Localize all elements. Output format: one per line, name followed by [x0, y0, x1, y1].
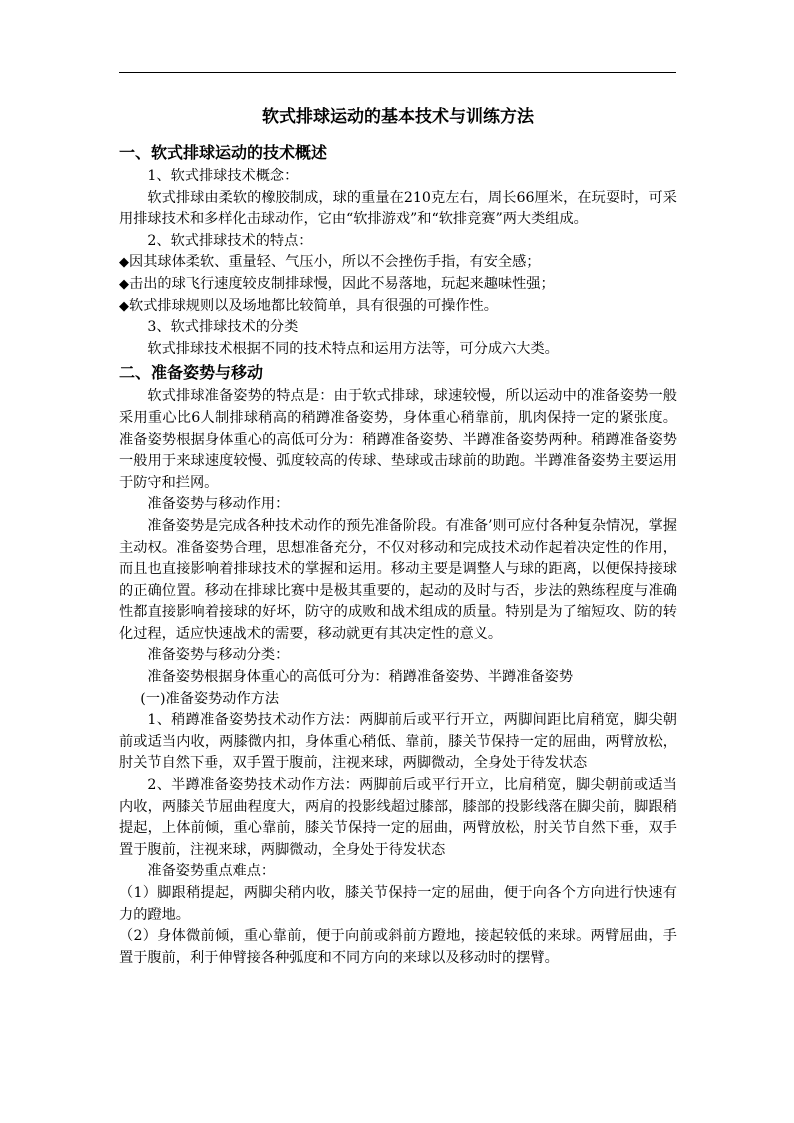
- paragraph: 软式排球准备姿势的特点是：由于软式排球，球速较慢，所以运动中的准备姿势一般采用重心比6人制排球稍高的稍蹲准备姿势，身体重心稍靠前，肌肉保持一定的紧张度。准备姿势根据身体重心的高低可分为：稍蹲准备姿势、半蹲准备姿势两种。稍蹲准备姿势一般用于来球速度较慢、弧度较高的传球、垫球或击球前的助跑。半蹲准备姿势主要运用于防守和拦网。: [119, 388, 677, 491]
- paragraph: 1、软式排球技术概念：: [147, 168, 299, 184]
- diamond-bullet-icon: ◆: [119, 276, 129, 292]
- numbered-item: （1）脚跟稍提起，两脚尖稍内收，膝关节保持一定的屈曲，便于向各个方向进行快速有力的蹬地。: [119, 885, 677, 923]
- paragraph: 软式排球由柔软的橡胶制成，球的重量在210克左右，周长66厘米，在玩耍时，可采用排球技术和多样化击球动作，它由“软排游戏”和“软排竞赛”两大类组成。: [119, 189, 677, 228]
- bullet-text: 因其球体柔软、重量轻、气压小，所以不会挫伤手指，有安全感；: [129, 254, 541, 271]
- document-body: [119, 102, 677, 969]
- paragraph: 准备姿势与移动分类：: [147, 647, 290, 664]
- bullet-item: [119, 296, 677, 318]
- numbered-item: （2）身体微前倾，重心靠前，便于向前或斜前方蹬地，接起较低的来球。两臂屈曲，手置于腹前，利于伸臂接各种弧度和不同方向的来球以及移动时的摆臂。: [119, 928, 677, 966]
- subsection-heading: (一)准备姿势动作方法: [140, 690, 280, 707]
- bullet-text: 击出的球飞行速度较皮制排球慢，因此不易落地，玩起来趣味性强；: [129, 275, 555, 292]
- paragraph: 准备姿势重点难点：: [147, 863, 276, 880]
- diamond-bullet-icon: ◆: [119, 298, 129, 314]
- paragraph: 2、半蹲准备姿势技术动作方法：两脚前后或平行开立，比肩稍宽，脚尖朝前或适当内收，两膝关节屈曲程度大，两肩的投影线超过膝部，膝部的投影线落在脚尖前，脚跟稍提起，上体前倾，重心靠前，膝关节保持一定的屈曲，两臂放松，肘关节自然下垂，双手置于腹前，注视来球，两脚微动，全身处于待发状态: [119, 777, 677, 858]
- paragraph: 1、稍蹲准备姿势技术动作方法：两脚前后或平行开立，两脚间距比肩稍宽，脚尖朝前或适当内收，两膝微内扣，身体重心稍低、靠前，膝关节保持一定的屈曲，两臂放松，肘关节自然下垂，双手置于腹前，注视来球，两脚微动，全身处于待发状态: [119, 712, 677, 772]
- diamond-bullet-icon: ◆: [119, 255, 129, 271]
- paragraph: 准备姿势是完成各种技术动作的预先准备阶段。有准备’则可应付各种复杂情况，掌握主动权。准备姿势合理，思想准备充分，不仅对移动和完成技术动作起着决定性的作用，而且也直接影响着排球技术的掌握和运用。移动主要是调整人与球的距离，以便保持接球的正确位置。移动在排球比赛中是极其重要的，起动的及时与否，步法的熟练程度与准确性都直接影响着接球的好坏，防守的成败和战术组成的质量。特别是为了缩短攻、防的转化过程，适应快速战术的需要，移动就更有其决定性的意义。: [119, 517, 677, 642]
- paragraph: 软式排球技术根据不同的技术特点和运用方法等，可分成六大类。: [147, 340, 559, 357]
- bullet-item: [119, 252, 677, 274]
- bullet-item: [119, 274, 677, 296]
- paragraph: 准备姿势与移动作用：: [147, 496, 290, 513]
- section-technique-overview: [119, 140, 677, 360]
- bullet-text: 软式排球规则以及场地都比较简单，具有很强的可操作性。: [129, 297, 498, 314]
- paragraph: 准备姿势根据身体重心的高低可分为：稍蹲准备姿势、半蹲准备姿势: [147, 669, 574, 686]
- section-heading: 二、准备姿势与移动: [119, 363, 264, 383]
- document-title: 软式排球运动的基本技术与训练方法: [262, 107, 534, 127]
- paragraph: 3、软式排球技术的分类: [147, 319, 299, 336]
- paragraph: 2、软式排球技术的特点：: [147, 232, 313, 249]
- section-heading: 一、软式排球运动的技术概述: [119, 143, 328, 162]
- section-ready-posture-and-movement: [119, 360, 677, 969]
- header-rule: [119, 72, 676, 73]
